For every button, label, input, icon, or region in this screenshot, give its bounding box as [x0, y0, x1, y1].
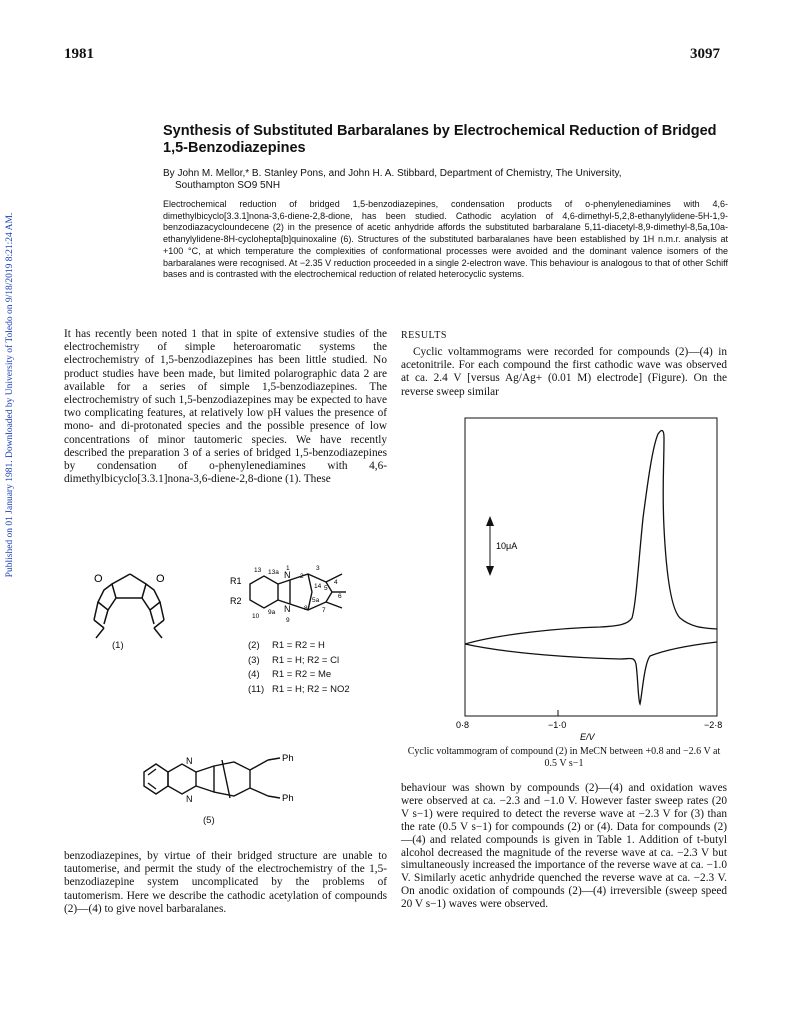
- ring-number-4: 4: [334, 579, 338, 586]
- publication-sidebar: [2, 165, 18, 625]
- cont-paragraph: benzodiazepines, by virtue of their bridged structure are unable to tautomerise, and permit the study of the electrochemistry of the 1,5-benzodiazepine system uncomplicated by the problems of tautomerism. Here we describe the cathodic acetylation of compounds (2)—(4) to give novel barbaralanes.: [64, 850, 387, 915]
- ring-number-10: 10: [252, 613, 260, 620]
- x-axis-label: E/V: [580, 732, 595, 742]
- nitrogen-bottom: N: [186, 794, 193, 804]
- nitrogen-bottom: N: [284, 604, 291, 614]
- structure-1-label: (1): [112, 640, 124, 651]
- plot-frame: [465, 418, 717, 716]
- ring-number-5: 5: [324, 585, 328, 592]
- voltammogram-forward-trace: [465, 431, 717, 644]
- results-paragraph-1: Cyclic voltammograms were recorded for compounds (2)—(4) in acetonitrile. For each compound the first cathodic wave was observed at ca. 2.4 V [versus Ag/Ag+ (0.01 M) electrode] (Figure). On the reverse sweep similar: [401, 346, 727, 398]
- publication-sidebar-text[interactable]: Published on 01 January 1981. Downloaded by University of Toledo on 9/18/2019 8:21:24 AM.: [5, 212, 15, 578]
- left-column-cont: [64, 850, 387, 916]
- figure-caption: Cyclic voltammogram of compound (2) in MeCN between +0.8 and −2.6 V at 0.5 V s−1: [407, 746, 721, 769]
- ring-number-13: 13: [254, 567, 262, 574]
- results-para-2: [401, 782, 727, 911]
- page-number: 3097: [690, 46, 720, 62]
- ring-number-2: 2: [300, 573, 304, 580]
- left-column-intro: [64, 328, 387, 486]
- ring-number-14: 14: [314, 583, 322, 590]
- intro-paragraph: It has recently been noted 1 that in spite of extensive studies of the electrochemistry of simple heteroaromatic systems the electrochemistry of 1,5-benzodiazepines has been little studied. No product studies have been made, but limited polarographic data 2 are available for a series of simple 1,5-benzodiazepines. The electrochemistry of such 1,5-benzodiazepines may be expected to have two complicating features, at relatively low pH values the presence of mono- and di-protonated species and the possible presence of low concentrations of minor tautomeric species. We have recently described the preparation 3 of a series of bridged 1,5-benzodiazepines by condensation of o-phenylenediamines with 4,6-dimethylbicyclo[3.3.1]nona-3,6-diene-2,8-dione (1). These: [64, 328, 387, 486]
- structure-2-series: [228, 562, 368, 634]
- author-line-2: Southampton SO9 5NH: [175, 180, 281, 191]
- voltammogram-reverse-trace: [465, 642, 717, 704]
- author-block: [163, 168, 728, 192]
- ring-number-3: 3: [316, 565, 320, 572]
- oxygen-left: O: [94, 573, 103, 585]
- results-heading: RESULTS: [401, 330, 447, 341]
- scale-label: 10μA: [496, 541, 518, 551]
- r1-label: R1: [230, 576, 242, 586]
- abstract: Electrochemical reduction of bridged 1,5-benzodiazepines, condensation products of o-phenylenediamines with 4,6-dimethylbicyclo[3.3.1]nona-3,6-diene-2,8-dione, has been studied. Cathodic acylation of 4,6-dimethyl-5,2,8-ethanylylidene-5H-1,9-benzodiazacycloundecene (2) in the presence of acetic anhydride affords the substituted barbaralane 5,11-diacetyl-8,9-dimethyl-8,5a,10a-ethanylylidene-8H-cyclohepta[b]quinoxaline (6). Structures of the substituted barbaralanes have been established by 1H n.m.r. analysis at +100 °C, at which temperature the complexities of conformational processes were avoided and the dominant valence isomers of the barbaralanes were recognised. At −2.35 V reduction proceeded in a single 2-electron wave. This behaviour is analogous to that of other Schiff bases and is contrasted with the electrochemical reduction of related heterocyclic systems.: [163, 199, 728, 280]
- cyclic-voltammogram-figure: [400, 408, 730, 742]
- ring-number-5a: 5a: [312, 597, 320, 604]
- nitrogen-top: N: [186, 756, 193, 766]
- ring-number-8: 8: [304, 605, 308, 612]
- article-title: Synthesis of Substituted Barbaralanes by Electrochemical Reduction of Bridged 1,5-Benzodiazepines: [163, 123, 717, 156]
- nitrogen-top: N: [284, 570, 291, 580]
- tick-label-0-8: 0·8: [456, 720, 470, 730]
- tick-label-minus-1-0: −1·0: [548, 720, 567, 730]
- compound-row: (4) R1 = R2 = Me: [248, 669, 332, 680]
- structure-5: [138, 748, 308, 810]
- author-line-1: By John M. Mellor,* B. Stanley Pons, and John H. A. Stibbard, Department of Chemistry, The University,: [163, 168, 622, 179]
- year-header: 1981: [64, 46, 94, 62]
- tick-label-minus-2-8: −2·8: [704, 720, 723, 730]
- scale-arrow-up: [486, 516, 494, 526]
- structure-5-label: (5): [203, 815, 215, 826]
- scale-arrow-down: [486, 566, 494, 576]
- ring-number-13a: 13a: [268, 569, 279, 576]
- ring-number-9: 9: [286, 617, 290, 624]
- compound-row: (3) R1 = H; R2 = Cl: [248, 654, 340, 666]
- ring-number-6: 6: [338, 593, 342, 600]
- results-para-1: [401, 346, 727, 399]
- ring-number-7: 7: [322, 607, 326, 614]
- compound-row: (2) R1 = R2 = H: [248, 640, 325, 651]
- phenyl-top: Ph: [282, 753, 294, 764]
- structure-1: [82, 562, 192, 652]
- compound-series-table: [248, 639, 350, 697]
- oxygen-right: O: [156, 573, 165, 585]
- phenyl-bottom: Ph: [282, 793, 294, 804]
- ring-number-9a: 9a: [268, 609, 276, 616]
- compound-row: (11) R1 = H; R2 = NO2: [248, 683, 350, 695]
- r2-label: R2: [230, 596, 242, 606]
- ring-number-1: 1: [286, 565, 290, 572]
- results-paragraph-2: behaviour was shown by compounds (2)—(4) and oxidation waves were observed at ca. −2.3 and −1.0 V. However faster sweep rates (20 V s−1) were required to detect the reverse wave at −2.3 V for (3) than the rate (0.5 V s−1) for compounds (2) or (4). Data for compounds (2)—(4) and related compounds is given in Table 1. Addition of t-butyl alcohol decreased the magnitude of the reverse wave at ca. −2.3 V but simultaneously increased the importance of the reverse wave at ca. −1.0 V. Similarly acetic anhydride quenched the reverse wave at ca. −2.3 V. On anodic oxidation of compounds (2)—(4) irreversible (sweep speed 20 V s−1) waves were observed.: [401, 782, 727, 911]
